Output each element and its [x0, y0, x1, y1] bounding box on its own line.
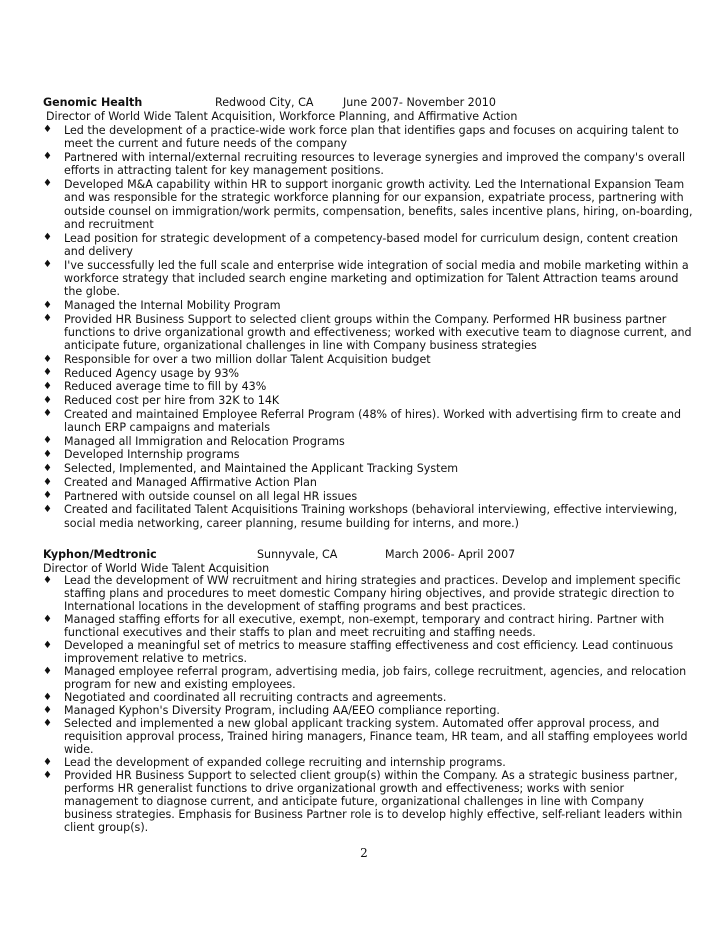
bullet-item	[43, 770, 693, 835]
bullet-text: Managed employee referral program, advertising media, job fairs, college recruitment, agencies, and relocation program for new and existing employees.	[64, 665, 687, 692]
bullet-item	[43, 666, 693, 692]
bullet-item	[43, 123, 693, 150]
diamond-bullet-icon: ♦	[43, 575, 52, 587]
bullet-text: Provided HR Business Support to selected client group(s) within the Company. As a strategic business partner, performs HR generalist functions to drive organizational growth and effectiveness; works with senior management to diagnose current, and anticipate future, organizational challenges in line with Company business strategies. Emphasis for Business Partner role is to develop highly effective, self-reliant leaders within client group(s).	[64, 768, 683, 834]
bullet-text: Responsible for over a two million dollar Talent Acquisition budget	[64, 353, 431, 366]
bullet-item	[43, 614, 693, 640]
bullet-item	[43, 366, 693, 380]
bullet-item	[43, 434, 693, 448]
diamond-bullet-icon: ♦	[43, 756, 52, 768]
diamond-bullet-icon: ♦	[43, 381, 52, 393]
bullet-item	[43, 394, 693, 408]
bullet-item	[43, 489, 693, 503]
job-header	[43, 96, 693, 110]
bullet-item	[43, 231, 693, 258]
diamond-bullet-icon: ♦	[43, 299, 52, 311]
bullet-item	[43, 718, 693, 757]
bullet-item	[43, 503, 693, 530]
bullet-item	[43, 448, 693, 462]
bullet-text: Reduced average time to fill by 43%	[64, 380, 267, 394]
bullet-text: Selected and implemented a new global applicant tracking system. Automated offer approval process, and requisition approval process, Trained hiring managers, Finance team, HR team, and all staffing employees world wide.	[64, 716, 688, 756]
bullet-item	[43, 462, 693, 476]
bullet-text: Partnered with internal/external recruiting resources to leverage synergies and improved the company's overall efforts in attracting talent for key management positions.	[64, 150, 686, 178]
bullet-item	[43, 575, 693, 614]
diamond-bullet-icon: ♦	[43, 717, 52, 729]
bullet-text: Created and maintained Employee Referral Program (48% of hires). Worked with advertising firm to create and launch ERP campaigns and materials	[64, 407, 682, 435]
bullet-text: Developed M&A capability within HR to support inorganic growth activity. Led the International Expansion Team and was responsible for the strategic workforce planning for our expansion, expatriate process, partnering with outside counsel on immigration/work permits, compensation, benefits, sales incentive plans, hiring, on-boarding, and recruitment	[64, 177, 693, 231]
diamond-bullet-icon: ♦	[43, 232, 52, 244]
diamond-bullet-icon: ♦	[43, 313, 52, 325]
bullet-text: Lead the development of WW recruitment and hiring strategies and practices. Develop and implement specific staffing plans and procedures to meet domestic Company hiring objectives, and provide strategic direction to International locations in the development of staffing programs and best practices.	[64, 574, 681, 614]
diamond-bullet-icon: ♦	[43, 151, 52, 163]
bullet-text: Created and facilitated Talent Acquisitions Training workshops (behavioral interviewing, effective interviewing, social media networking, career planning, resume building for interns, and more.)	[64, 503, 678, 530]
bullet-text: Negotiated and coordinated all recruiting contracts and agreements.	[64, 690, 447, 704]
job-location: Sunnyvale, CA	[257, 548, 338, 561]
diamond-bullet-icon: ♦	[43, 691, 52, 703]
job-title: Director of World Wide Talent Acquisition, Workforce Planning, and Affirmative Action	[46, 110, 518, 123]
diamond-bullet-icon: ♦	[43, 408, 52, 420]
bullet-text: Provided HR Business Support to selected client groups within the Company. Performed HR business partner functions to drive organizational growth and effectiveness; worked with executive team to diagnose current, and anticipate future, organizational challenges in line with Company business strategies	[64, 312, 692, 353]
company-name: Genomic Health	[43, 96, 143, 109]
diamond-bullet-icon: ♦	[43, 666, 52, 678]
diamond-bullet-icon: ♦	[43, 614, 52, 626]
diamond-bullet-icon: ♦	[43, 124, 52, 136]
bullet-text: Managed the Internal Mobility Program	[64, 298, 281, 312]
job-title: Director of World Wide Talent Acquisition	[43, 562, 270, 575]
bullet-text: Reduced Agency usage by 93%	[64, 366, 240, 380]
diamond-bullet-icon: ♦	[43, 704, 52, 716]
diamond-bullet-icon: ♦	[43, 476, 52, 488]
bullet-text: Led the development of a practice-wide work force plan that identifies gaps and focuses on acquiring talent to meet the current and future needs of the company	[64, 123, 679, 151]
bullet-item	[43, 353, 693, 367]
bullet-item	[43, 299, 693, 313]
job-dates: March 2006- April 2007	[385, 548, 516, 561]
diamond-bullet-icon: ♦	[43, 435, 52, 447]
bullet-text: Managed Kyphon's Diversity Program, including AA/EEO compliance reporting.	[64, 703, 500, 717]
diamond-bullet-icon: ♦	[43, 394, 52, 406]
job-header	[43, 548, 693, 562]
diamond-bullet-icon: ♦	[43, 449, 52, 461]
diamond-bullet-icon: ♦	[43, 178, 52, 190]
diamond-bullet-icon: ♦	[43, 769, 52, 781]
bullet-text: Partnered with outside counsel on all legal HR issues	[64, 489, 358, 503]
job-dates: June 2007- November 2010	[343, 96, 496, 109]
page-number: 2	[360, 846, 368, 860]
bullet-text: I've successfully led the full scale and enterprise wide integration of social media and mobile marketing within a workforce strategy that included search engine marketing and optimization for Talent Attraction teams around the globe.	[64, 258, 689, 299]
bullet-list	[43, 123, 693, 530]
diamond-bullet-icon: ♦	[43, 640, 52, 652]
bullet-item	[43, 476, 693, 490]
bullet-text: Developed Internship programs	[64, 448, 240, 462]
bullet-text: Selected, Implemented, and Maintained the Applicant Tracking System	[64, 462, 459, 476]
bullet-text: Lead position for strategic development of a competency-based model for curriculum design, content creation and delivery	[64, 231, 679, 258]
bullet-item	[43, 312, 693, 352]
company-name: Kyphon/Medtronic	[43, 548, 157, 561]
job-kyphon-medtronic	[43, 548, 693, 834]
bullet-item	[43, 150, 693, 177]
bullet-text: Developed a meaningful set of metrics to measure staffing effectiveness and cost efficiency. Lead continuous improvement relative to metrics.	[64, 639, 674, 666]
bullet-item	[43, 380, 693, 394]
bullet-text: Lead the development of expanded college recruiting and internship programs.	[64, 755, 506, 769]
job-location: Redwood City, CA	[215, 96, 314, 109]
diamond-bullet-icon: ♦	[43, 462, 52, 474]
bullet-text: Created and Managed Affirmative Action Plan	[64, 475, 317, 489]
bullet-text: Reduced cost per hire from 32K to 14K	[64, 394, 280, 408]
bullet-item	[43, 640, 693, 666]
diamond-bullet-icon: ♦	[43, 259, 52, 271]
bullet-text: Managed all Immigration and Relocation Programs	[64, 434, 345, 448]
diamond-bullet-icon: ♦	[43, 490, 52, 502]
bullet-item	[43, 258, 693, 298]
diamond-bullet-icon: ♦	[43, 353, 52, 365]
diamond-bullet-icon: ♦	[43, 503, 52, 515]
diamond-bullet-icon: ♦	[43, 367, 52, 379]
bullet-item	[43, 177, 693, 231]
job-genomic-health	[43, 96, 693, 530]
bullet-list	[43, 575, 693, 834]
bullet-text: Managed staffing efforts for all executive, exempt, non-exempt, temporary and contract hiring. Partner with functional executives and their staffs to plan and meet recruiting and staffing needs.	[64, 613, 665, 640]
bullet-item	[43, 407, 693, 434]
